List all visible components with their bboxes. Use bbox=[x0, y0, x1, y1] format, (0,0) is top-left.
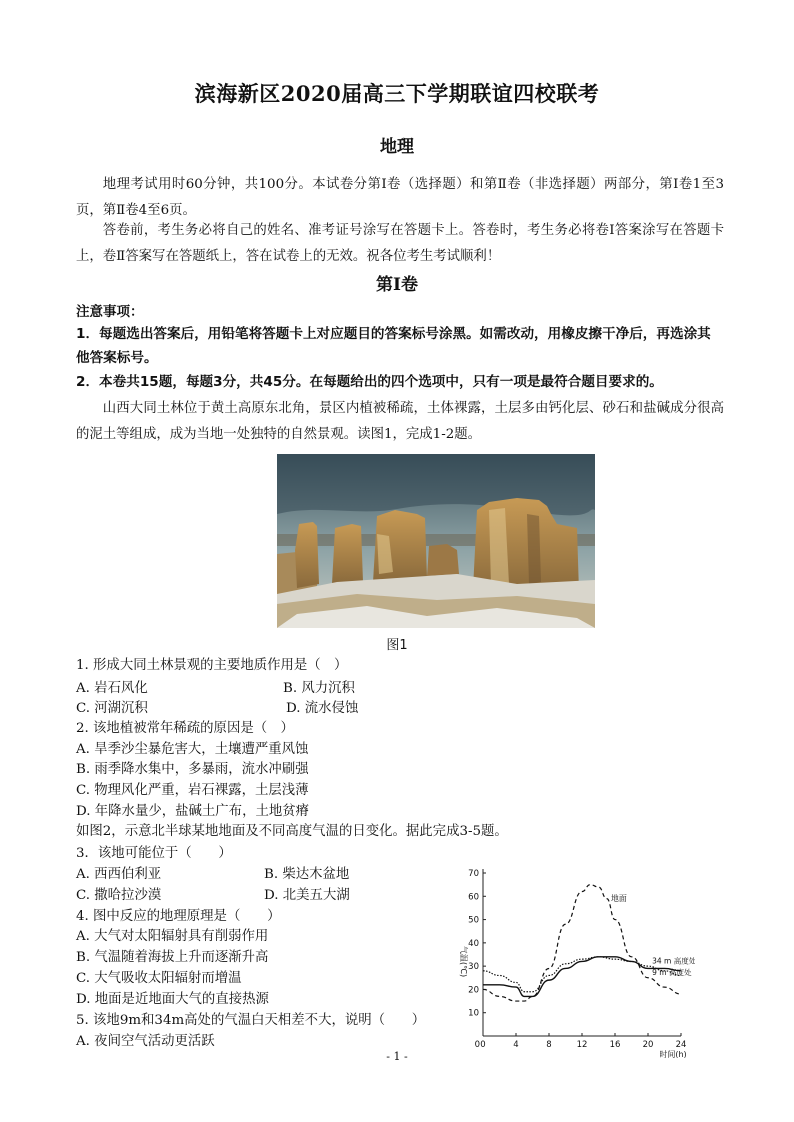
q4-option-b: B. 气温随着海拔上升而逐渐升高 bbox=[76, 950, 269, 965]
question-2-stem: 2. 该地植被常年稀疏的原因是（ ） bbox=[76, 721, 294, 736]
question-3-stem: 3．该地可能位于（ ） bbox=[76, 846, 232, 861]
passage-2: 如图2，示意北半球某地地面及不同高度气温的日变化。据此完成3-5题。 bbox=[76, 824, 508, 839]
y-axis-label: 气温(℃) bbox=[459, 945, 468, 978]
y-tick-label: 20 bbox=[468, 985, 479, 996]
question-1-stem: 1. 形成大同土林景观的主要地质作用是（ ） bbox=[76, 658, 348, 673]
intro-paragraph-1: 地理考试用时60分钟，共100分。本试卷分第Ⅰ卷（选择题）和第Ⅱ卷（非选择题）两部分，第Ⅰ卷1至3页，第Ⅱ卷4至6页。 bbox=[76, 177, 724, 218]
q2-option-b: B. 雨季降水集中，多暴雨，流水冲刷强 bbox=[76, 762, 309, 777]
annotation-9m: 9 m 高度处 bbox=[652, 968, 692, 978]
subject-title: 地理 bbox=[380, 137, 414, 157]
volume-heading: 第Ⅰ卷 bbox=[376, 275, 418, 295]
y-tick-label: 70 bbox=[468, 869, 479, 879]
series-line-0 bbox=[483, 885, 681, 1001]
q3-option-c: C. 撒哈拉沙漠 bbox=[76, 888, 162, 903]
intro-paragraph-2: 答卷前，考生务必将自己的姓名、准考证号涂写在答题卡上。答卷时，考生务必将卷Ⅰ答案涂写在答题卡上，卷Ⅱ答案写在答题纸上，答在试卷上的无效。祝各位考生考试顺利！ bbox=[76, 223, 724, 264]
q1-option-c: C. 河湖沉积 bbox=[76, 701, 148, 716]
exam-title: 滨海新区2020届高三下学期联谊四校联考 bbox=[194, 81, 600, 106]
q2-option-c: C. 物理风化严重，岩石裸露，土层浅薄 bbox=[76, 783, 309, 798]
q3-option-b: B. 柴达木盆地 bbox=[264, 867, 350, 882]
annotation-34m: 34 m 高度处 bbox=[652, 956, 695, 966]
q2-option-a: A. 旱季沙尘暴危害大，土壤遭严重风蚀 bbox=[76, 742, 309, 757]
q4-option-a: A. 大气对太阳辐射具有削弱作用 bbox=[76, 929, 269, 944]
q1-option-a: A. 岩石风化 bbox=[76, 681, 148, 696]
q2-option-d: D. 年降水量少，盐碱土广布，土地贫瘠 bbox=[76, 804, 310, 819]
question-4-stem: 4. 图中反应的地理原理是（ ） bbox=[76, 909, 281, 924]
q1-option-d: D. 流水侵蚀 bbox=[286, 701, 359, 716]
y-tick-label: 50 bbox=[468, 915, 479, 926]
x-tick-label: 20 bbox=[642, 1040, 654, 1050]
annotation-ground: 地面 bbox=[610, 893, 627, 903]
y-tick-label: 40 bbox=[468, 938, 479, 949]
temperature-chart bbox=[455, 863, 695, 1058]
x-axis-label: 时间(h) bbox=[659, 1050, 687, 1058]
y-tick-label: 60 bbox=[468, 892, 479, 903]
x-tick-label: 0 bbox=[480, 1040, 486, 1050]
page-number: - 1 - bbox=[386, 1050, 408, 1063]
q4-option-d: D. 地面是近地面大气的直接热源 bbox=[76, 992, 269, 1007]
y-tick-label: 30 bbox=[468, 962, 479, 973]
x-tick-label: 16 bbox=[609, 1040, 621, 1050]
notice-item-2: 2．本卷共15题，每题3分，共45分。在每题给出的四个选项中，只有一项是最符合题目要求的。 bbox=[76, 374, 663, 390]
question-5-stem: 5. 该地9m和34m高处的气温白天相差不大，说明（ ） bbox=[76, 1013, 426, 1028]
y-tick-label: 10 bbox=[468, 1008, 479, 1019]
figure-1-caption: 图1 bbox=[386, 638, 408, 653]
x-tick-label: 4 bbox=[513, 1040, 519, 1050]
y-tick-label: 0 bbox=[474, 1040, 480, 1050]
x-tick-label: 8 bbox=[546, 1040, 552, 1050]
tulin-landscape-photo bbox=[277, 454, 595, 628]
x-tick-label: 12 bbox=[576, 1040, 588, 1050]
passage-1: 山西大同土林位于黄土高原东北角，景区内植被稀疏，土体裸露，土层多由钙化层、砂石和盐碱成分很高的泥土等组成，成为当地一处独特的自然景观。读图1，完成1-2题。 bbox=[76, 401, 724, 442]
q4-option-c: C. 大气吸收太阳辐射而增温 bbox=[76, 971, 242, 986]
q3-option-a: A. 西西伯利亚 bbox=[76, 867, 162, 882]
q3-option-d: D. 北美五大湖 bbox=[264, 888, 350, 903]
q5-option-a: A. 夜间空气活动更活跃 bbox=[76, 1034, 215, 1049]
notice-heading: 注意事项： bbox=[76, 304, 144, 320]
x-tick-label: 24 bbox=[675, 1040, 687, 1050]
notice-item-1: 1．每题选出答案后，用铅笔将答题卡上对应题目的答案标号涂黑。如需改动，用橡皮擦干净后，再选涂其他答案标号。 bbox=[76, 326, 711, 366]
q1-option-b: B. 风力沉积 bbox=[283, 681, 355, 696]
